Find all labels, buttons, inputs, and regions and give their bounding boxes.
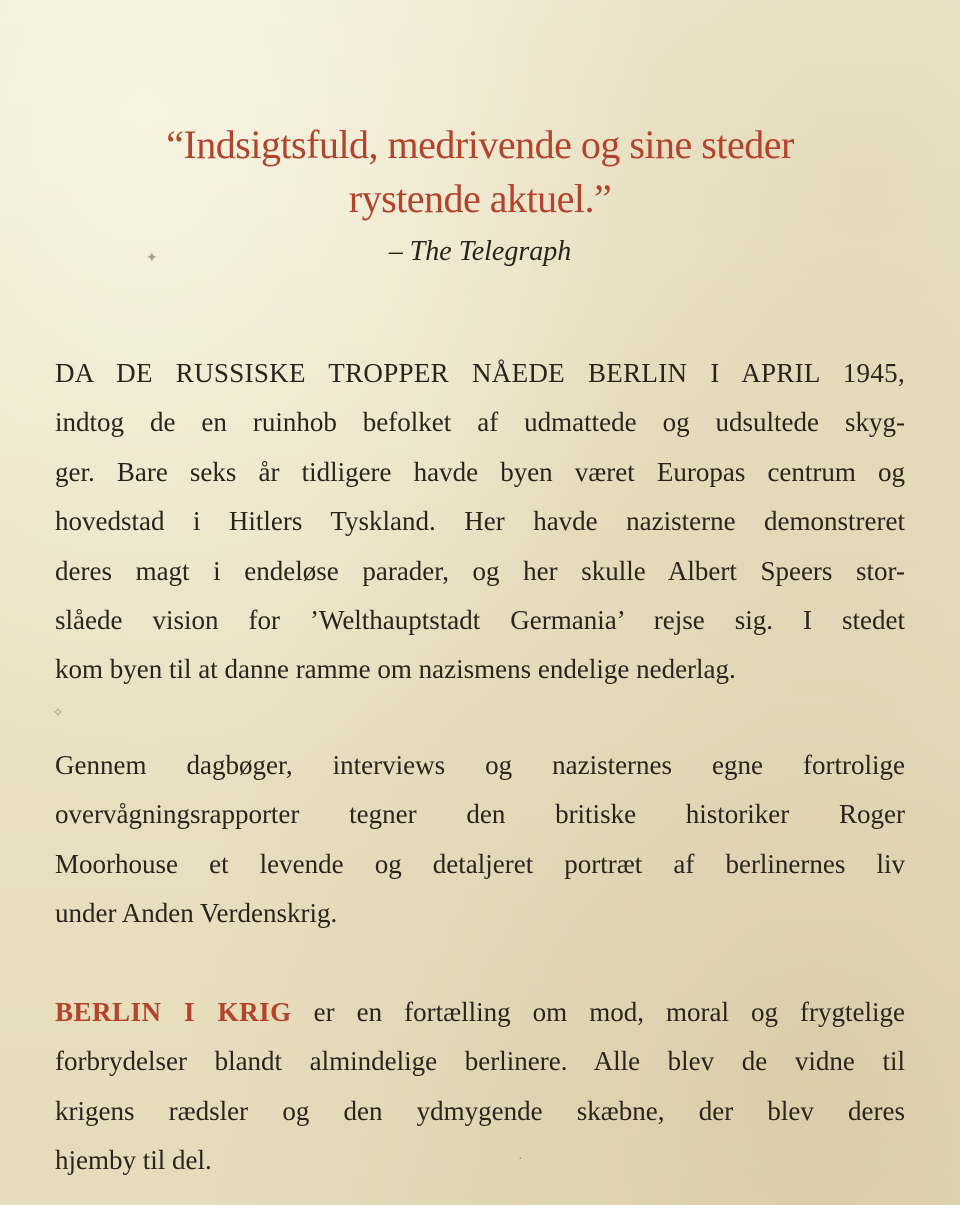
- paragraph-3-line: forbrydelser blandt almindelige berlinere. Alle blev de vidne til: [55, 1046, 905, 1077]
- paragraph-1-line: deres magt i endeløse parader, og her skulle Albert Speers stor-: [55, 555, 905, 586]
- review-quote-line-1: “Indsigtsfuld, medrivende og sine steder: [166, 122, 794, 167]
- attribution-dash: –: [388, 236, 410, 267]
- paragraph-2-line: overvågningsrapporter tegner den britiske historiker Roger: [55, 799, 905, 830]
- paragraph-1-line: slåede vision for ’Welthauptstadt Germania’ rejse sig. I stedet: [55, 605, 905, 636]
- paragraph-2-line: Gennem dagbøger, interviews og nazisternes egne fortrolige: [55, 750, 905, 780]
- review-quote: [0, 118, 960, 226]
- paper-speck-decoration: ✧: [52, 706, 64, 721]
- paragraph-1-lead: DA DE RUSSISKE TROPPER NÅEDE BERLIN I APRIL 1945,: [55, 358, 905, 388]
- blurb-paragraph-1: [55, 349, 905, 695]
- paragraph-1-line: hovedstad i Hitlers Tyskland. Her havde nazisterne demonstreret: [55, 506, 905, 537]
- paper-speck-decoration: ✦: [146, 251, 158, 266]
- blurb-paragraph-3: [55, 988, 905, 1186]
- paragraph-3-first-line: [55, 988, 905, 1037]
- paragraph-1-line: ger. Bare seks år tidligere havde byen været Europas centrum og: [55, 456, 905, 487]
- paragraph-2-line: under Anden Verdenskrig.: [55, 898, 338, 929]
- paragraph-3-first-rest: er en fortælling om mod, moral og frygtelige: [291, 997, 905, 1027]
- book-title-highlight: BERLIN I KRIG: [55, 997, 292, 1027]
- paper-speck-decoration: ·: [518, 1152, 523, 1167]
- paragraph-1-line: indtog de en ruinhob befolket af udmattede og udsultede skyg-: [55, 407, 905, 438]
- paragraph-3-line: hjemby til del.: [55, 1145, 212, 1176]
- paragraph-1-line: kom byen til at danne ramme om nazismens endelige nederlag.: [55, 654, 736, 685]
- blurb-paragraph-2: [55, 741, 905, 939]
- paragraph-3-line: krigens rædsler og den ydmygende skæbne, der blev deres: [55, 1095, 905, 1126]
- paragraph-2-line: Moorhouse et levende og detaljeret portræt af berlinernes liv: [55, 848, 905, 879]
- quote-attribution: [0, 232, 960, 272]
- attribution-source: The Telegraph: [409, 236, 572, 267]
- review-quote-line-2: rystende aktuel.”: [348, 176, 612, 221]
